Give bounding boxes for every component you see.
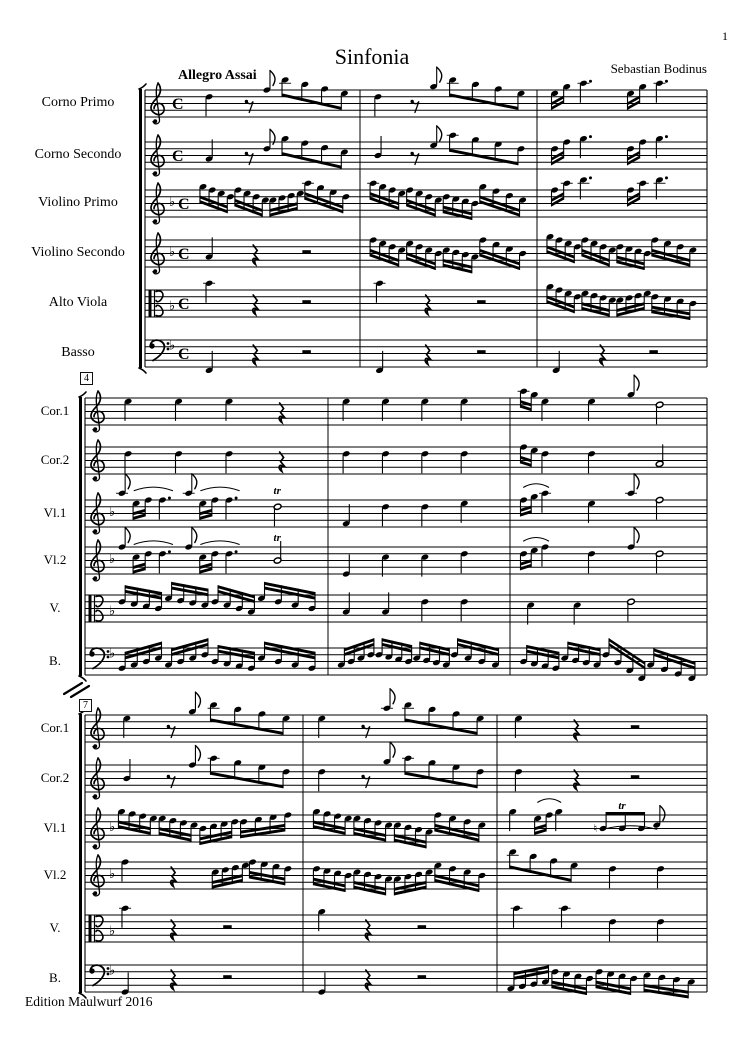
measure-number-box-7: 7 [79,699,92,712]
svg-text:♭: ♭ [169,338,176,354]
staff-label-b: B. [49,970,61,986]
staff-label-vl-1: Vl.1 [43,820,67,836]
staff-label-vl-2: Vl.2 [43,867,67,883]
svg-text:♭: ♭ [109,924,116,939]
svg-text:♭: ♭ [109,867,116,882]
tempo-marking: Allegro Assai [178,68,257,83]
staff-label-cor-2: Cor.2 [40,770,70,786]
staff-label-cor-1: Cor.1 [40,720,70,736]
staff-label-v: V. [49,920,61,936]
svg-text:C: C [178,345,190,363]
staff-label-violino-secondo: Violino Secondo [31,244,125,260]
svg-text:♭: ♭ [109,552,116,567]
piece-title: Sinfonia [334,44,410,69]
svg-text:C: C [178,195,190,213]
staff-label-cor-2: Cor.2 [40,452,70,468]
composer-name: Sebastian Bodinus [610,61,707,76]
svg-text:C: C [178,245,190,263]
svg-text:♭: ♭ [109,820,116,835]
staff-label-cor-1: Cor.1 [40,403,70,419]
svg-text:♭: ♭ [169,245,176,260]
staff-label-basso: Basso [61,344,95,360]
svg-text:C: C [172,147,184,165]
svg-text:♭: ♭ [169,299,176,314]
svg-text:C: C [172,95,184,113]
staff-label-alto-viola: Alto Viola [48,294,108,310]
svg-text:♭: ♭ [109,646,116,662]
svg-text:tr: tr [273,532,281,544]
staff-label-vl-1: Vl.1 [43,505,67,521]
svg-text:C: C [178,295,190,313]
svg-text:tr: tr [618,800,626,812]
staff-label-b: B. [49,653,61,669]
edition-footer: Edition Maulwurf 2016 [25,994,153,1009]
staff-label-corno-primo: Corno Primo [41,94,115,110]
svg-text:♭: ♭ [109,505,116,520]
staff-label-corno-secondo: Corno Secondo [34,146,122,162]
svg-text:♭: ♭ [109,604,116,619]
svg-text:♭: ♭ [169,195,176,210]
svg-text:♭: ♭ [109,963,116,979]
svg-text:tr: tr [273,485,281,497]
measure-number-box-4: 4 [80,372,93,385]
staff-label-v: V. [49,600,61,616]
staff-label-violino-primo: Violino Primo [38,194,118,210]
page-number: 1 [722,29,728,43]
staff-label-vl-2: Vl.2 [43,552,67,568]
svg-text:♮: ♮ [593,822,598,835]
